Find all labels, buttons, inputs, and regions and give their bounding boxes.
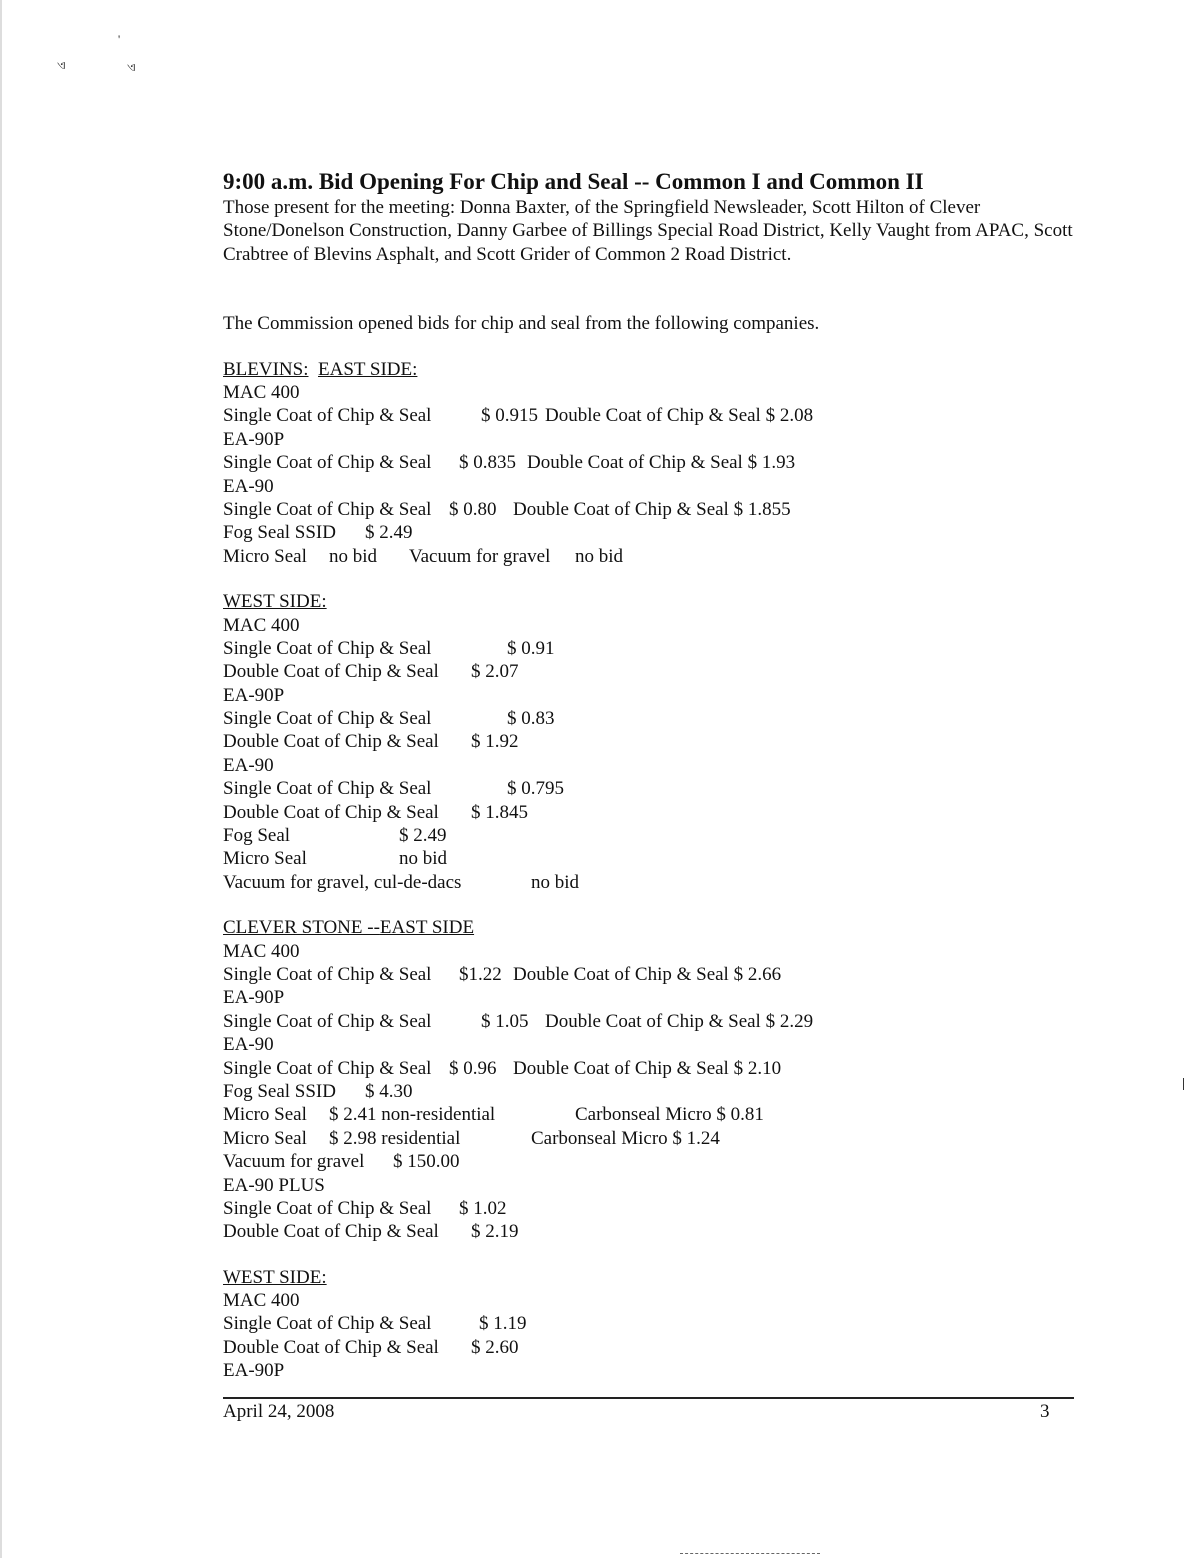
bid-line xyxy=(223,1336,1083,1359)
bid-lines xyxy=(223,1289,1083,1383)
bid-item-value: $ 2.98 residential xyxy=(329,1127,461,1149)
page-number: 3 xyxy=(1040,1401,1050,1422)
scan-mark xyxy=(680,1553,820,1554)
bid-item-value: Double Coat of Chip & Seal $ 2.08 xyxy=(545,405,814,427)
bid-item-label: Double Coat of Chip & Seal xyxy=(223,731,439,753)
bid-line xyxy=(223,986,1083,1009)
meeting-title: 9:00 a.m. Bid Opening For Chip and Seal -- Common I and Common II xyxy=(223,169,924,194)
bid-item-value: $ 2.41 non-residential xyxy=(329,1104,496,1126)
bid-line xyxy=(223,1010,1083,1033)
bid-item-label: Micro Seal xyxy=(223,848,307,870)
bid-item-label: Fog Seal SSID xyxy=(223,522,336,544)
bid-item-value: $ 2.49 xyxy=(365,522,413,544)
bid-lines xyxy=(223,614,1083,895)
bid-line xyxy=(223,1033,1083,1056)
bid-line xyxy=(223,381,1083,404)
bid-item-value: $ 1.845 xyxy=(471,801,528,823)
bid-item-value: $ 0.96 xyxy=(449,1057,497,1079)
bid-item-value: Double Coat of Chip & Seal $ 2.10 xyxy=(513,1057,782,1079)
bid-line xyxy=(223,521,1083,544)
bid-item-label: MAC 400 xyxy=(223,940,300,962)
bid-item-label: Single Coat of Chip & Seal xyxy=(223,452,432,474)
bid-item-value: $ 2.07 xyxy=(471,661,519,683)
bid-item-label: Vacuum for gravel, cul-de-dacs xyxy=(223,871,462,893)
bid-item-label: Fog Seal SSID xyxy=(223,1080,336,1102)
bid-item-value: $ 150.00 xyxy=(393,1151,460,1173)
bid-line xyxy=(223,637,1083,660)
bid-item-value: $ 0.91 xyxy=(507,637,555,659)
bid-item-label: Single Coat of Chip & Seal xyxy=(223,1313,432,1335)
bid-line xyxy=(223,1220,1083,1243)
bid-item-label: Single Coat of Chip & Seal xyxy=(223,1057,432,1079)
scan-speck: ଏ xyxy=(57,58,66,72)
bid-item-label: Micro Seal xyxy=(223,545,307,567)
bid-line xyxy=(223,754,1083,777)
bid-line xyxy=(223,1174,1083,1197)
bid-item-value: $ 0.835 xyxy=(459,452,516,474)
bid-item-label: Single Coat of Chip & Seal xyxy=(223,708,432,730)
bid-line xyxy=(223,1080,1083,1103)
bid-item-label: Single Coat of Chip & Seal xyxy=(223,637,432,659)
bid-line xyxy=(223,1057,1083,1080)
bid-line xyxy=(223,1289,1083,1312)
bid-line xyxy=(223,404,1083,427)
bid-item-label: EA-90 xyxy=(223,754,274,776)
bid-line xyxy=(223,660,1083,683)
bid-item-value: no bid xyxy=(531,871,580,893)
bid-line xyxy=(223,684,1083,707)
bid-item-label: Double Coat of Chip & Seal xyxy=(223,661,439,683)
bid-item-value: Carbonseal Micro $ 0.81 xyxy=(575,1104,764,1126)
bid-item-label: Double Coat of Chip & Seal xyxy=(223,801,439,823)
document-body xyxy=(223,168,1083,1383)
bid-item-label: Single Coat of Chip & Seal xyxy=(223,1197,432,1219)
bid-item-label: Single Coat of Chip & Seal xyxy=(223,778,432,800)
bid-item-value: Carbonseal Micro $ 1.24 xyxy=(531,1127,720,1149)
bid-line xyxy=(223,871,1083,894)
bid-item-label: EA-90 PLUS xyxy=(223,1174,325,1196)
bid-item-value: $ 2.60 xyxy=(471,1336,519,1358)
bid-lines xyxy=(223,940,1083,1244)
bid-item-label: Fog Seal xyxy=(223,825,291,847)
bid-line xyxy=(223,707,1083,730)
bid-item-value: $ 2.49 xyxy=(399,825,447,847)
bid-line xyxy=(223,1150,1083,1173)
bid-line xyxy=(223,963,1083,986)
intro-paragraph: The Commission opened bids for chip and seal from the following companies. xyxy=(223,313,820,335)
scan-speck: ' xyxy=(118,32,121,46)
bid-line xyxy=(223,498,1083,521)
bid-item-value: Double Coat of Chip & Seal $ 1.93 xyxy=(527,452,796,474)
bid-item-value: $ 0.83 xyxy=(507,708,555,730)
bid-line xyxy=(223,847,1083,870)
bid-item-label: Single Coat of Chip & Seal xyxy=(223,1010,432,1032)
bid-item-value: $1.22 xyxy=(459,964,502,985)
bid-item-value: $ 4.30 xyxy=(365,1080,413,1102)
bid-item-label: Single Coat of Chip & Seal xyxy=(223,964,432,985)
bid-item-value: $ 1.05 xyxy=(481,1010,529,1032)
bid-item-label: EA-90P xyxy=(223,428,285,450)
section-heading: CLEVER STONE --EAST SIDE xyxy=(223,917,475,939)
bid-item-label: EA-90P xyxy=(223,1360,285,1382)
bid-line xyxy=(223,824,1083,847)
bid-item-label: Double Coat of Chip & Seal xyxy=(223,1221,439,1243)
bid-item-label: Micro Seal xyxy=(223,1104,307,1126)
clever-east-section xyxy=(223,916,1083,1243)
section-heading: WEST SIDE: xyxy=(223,591,327,613)
bid-item-value: no bid xyxy=(575,545,624,567)
bid-line xyxy=(223,801,1083,824)
bid-item-label: MAC 400 xyxy=(223,614,300,636)
blevins-west-section xyxy=(223,590,1083,894)
bid-item-value: no bid xyxy=(399,848,448,870)
bid-line xyxy=(223,545,1083,568)
clever-west-section xyxy=(223,1266,1083,1383)
bid-line xyxy=(223,1103,1083,1126)
bid-item-value: $ 0.80 xyxy=(449,498,497,520)
section-heading: BLEVINS: EAST SIDE: xyxy=(223,358,418,380)
bid-line xyxy=(223,730,1083,753)
blevins-east-section xyxy=(223,358,1083,569)
bid-line xyxy=(223,777,1083,800)
bid-item-label: MAC 400 xyxy=(223,382,300,404)
bid-line xyxy=(223,1359,1083,1382)
bid-item-label: Single Coat of Chip & Seal xyxy=(223,405,432,427)
bid-line xyxy=(223,451,1083,474)
scan-speck: ଏ xyxy=(127,60,136,74)
bid-item-label: EA-90 xyxy=(223,1034,274,1056)
bid-line xyxy=(223,614,1083,637)
bid-line xyxy=(223,1312,1083,1335)
section-heading: WEST SIDE: xyxy=(223,1266,327,1288)
bid-item-value: $ 2.19 xyxy=(471,1221,519,1243)
bid-item-label: Micro Seal xyxy=(223,1127,307,1149)
bid-item-value: Double Coat of Chip & Seal $ 2.66 xyxy=(513,964,782,985)
bid-item-value: Vacuum for gravel xyxy=(409,545,551,567)
attendees-paragraph: Those present for the meeting: Donna Baxter, of the Springfield Newsleader, Scott Hilton of Clever Stone/Donelson Construction, Danny Garbee of Billings Special Road District, Kelly Vaught from APAC, Scott Crabtree of Blevins Asphalt, and Scott Grider of Common 2 Road District. xyxy=(223,197,1073,265)
bid-lines xyxy=(223,381,1083,568)
bid-item-value: Double Coat of Chip & Seal $ 1.855 xyxy=(513,498,791,520)
scan-edge xyxy=(0,0,2,1558)
scan-mark xyxy=(1183,1078,1184,1090)
bid-item-label: Double Coat of Chip & Seal xyxy=(223,1336,439,1358)
footer-date: April 24, 2008 xyxy=(223,1401,335,1422)
bid-item-value: $ 1.92 xyxy=(471,731,519,753)
bid-line xyxy=(223,428,1083,451)
bid-item-label: EA-90P xyxy=(223,987,285,1009)
bid-item-value: $ 0.915 xyxy=(481,405,538,427)
bid-item-label: Single Coat of Chip & Seal xyxy=(223,498,432,520)
bid-line xyxy=(223,475,1083,498)
bid-line xyxy=(223,1127,1083,1150)
bid-item-label: MAC 400 xyxy=(223,1290,300,1312)
footer-rule xyxy=(223,1397,1074,1399)
bid-item-value: $ 1.02 xyxy=(459,1197,507,1219)
bid-item-value: $ 0.795 xyxy=(507,778,564,800)
bid-item-label: EA-90 xyxy=(223,475,274,497)
bid-line xyxy=(223,1197,1083,1220)
bid-item-value: $ 1.19 xyxy=(479,1313,527,1335)
bid-item-value: no bid xyxy=(329,545,378,567)
bid-line xyxy=(223,940,1083,963)
bid-item-label: EA-90P xyxy=(223,684,285,706)
bid-item-label: Vacuum for gravel xyxy=(223,1151,365,1173)
bid-item-value: Double Coat of Chip & Seal $ 2.29 xyxy=(545,1010,814,1032)
